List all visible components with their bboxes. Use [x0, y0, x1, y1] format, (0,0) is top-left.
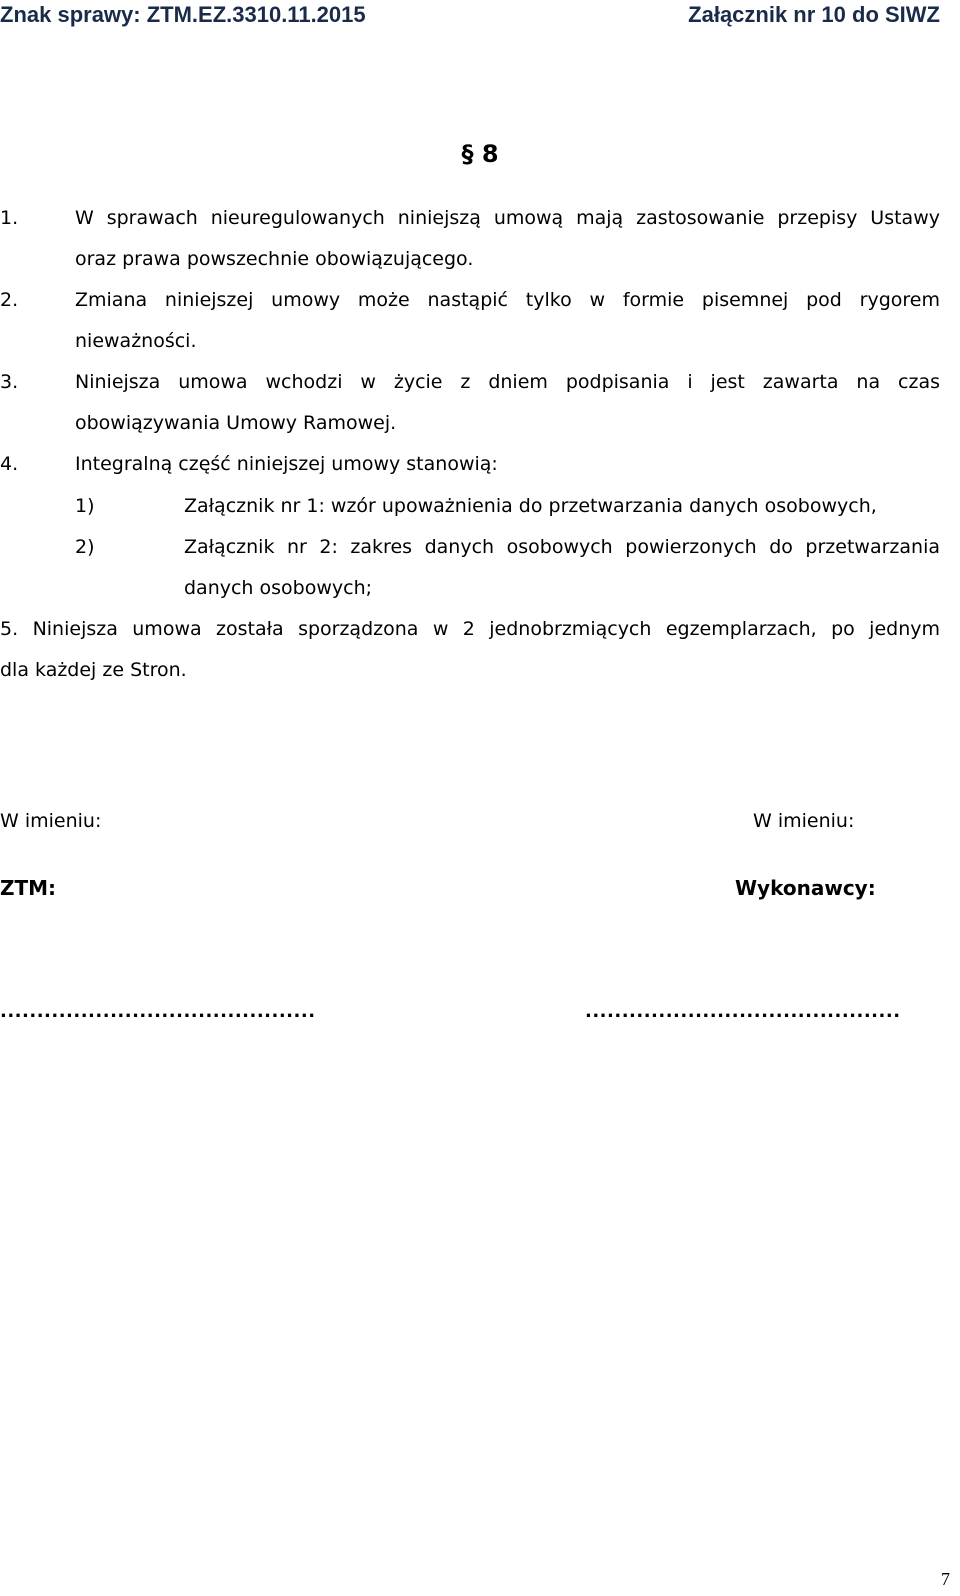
left-signature-line: ........................................... [0, 1001, 316, 1022]
item-1-line-2: oraz prawa powszechnie obowiązującego. [75, 248, 474, 270]
right-party-name: Wykonawcy: [735, 876, 876, 900]
item-3-line-1: Niniejsza umowa wchodzi w życie z dniem podpisania i jest zawarta na czas [75, 371, 940, 393]
item-3-text [75, 362, 940, 444]
subitem-2-line-1: Załącznik nr 2: zakres danych osobowych powierzonych do przetwarzania [184, 536, 940, 558]
left-party-name: ZTM: [0, 876, 57, 900]
item-5-line-1 [0, 609, 940, 650]
left-on-behalf-label: W imieniu: [0, 810, 102, 832]
item-4-text [75, 444, 940, 485]
section-title: § 8 [461, 140, 499, 168]
item-2-line-1: Zmiana niniejszej umowy może nastąpić tylko w formie pisemnej pod rygorem [75, 289, 940, 311]
item-5-number: 5. [0, 618, 19, 640]
right-on-behalf-label: W imieniu: [753, 810, 855, 832]
subitem-1-text [184, 486, 940, 527]
item-3-number: 3. [0, 371, 19, 393]
case-reference: Znak sprawy: ZTM.EZ.3310.11.2015 [0, 2, 366, 27]
item-2-line-2: nieważności. [75, 330, 197, 352]
item-5-line-1-text: Niniejsza umowa została sporządzona w 2 jednobrzmiących egzemplarzach, po jednym [32, 618, 941, 640]
item-1-line-1: W sprawach nieuregulowanych niniejszą umową mają zastosowanie przepisy Ustawy [75, 207, 940, 229]
item-2-number: 2. [0, 289, 19, 311]
item-5-line-2: dla każdej ze Stron. [0, 659, 187, 681]
item-1-number: 1. [0, 207, 19, 229]
subitem-2-line-2: danych osobowych; [184, 577, 373, 599]
subitem-2-number: 2) [75, 536, 95, 558]
item-3-line-2: obowiązywania Umowy Ramowej. [75, 412, 397, 434]
subitem-2-text [184, 527, 940, 609]
item-2-text [75, 280, 940, 362]
attachment-reference: Załącznik nr 10 do SIWZ [688, 2, 940, 27]
item-4-line-1: Integralną część niniejszej umowy stanowią: [75, 453, 498, 475]
item-4-number: 4. [0, 453, 19, 475]
page-number: 7 [941, 1569, 950, 1589]
item-5-text [0, 609, 940, 691]
item-1-text [75, 198, 940, 280]
subitem-1-number: 1) [75, 495, 95, 517]
right-signature-line: ........................................... [585, 1001, 901, 1022]
subitem-1-line-1: Załącznik nr 1: wzór upoważnienia do przetwarzania danych osobowych, [184, 495, 877, 517]
